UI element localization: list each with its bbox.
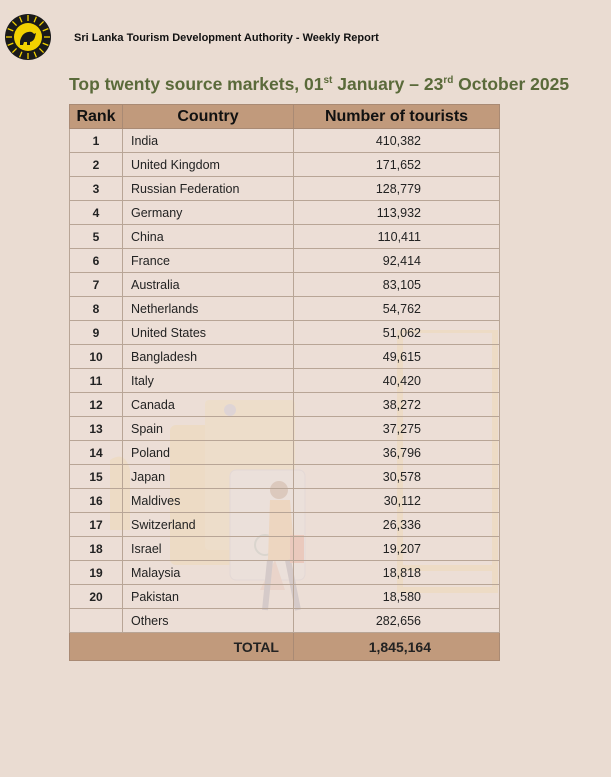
- table-row: [70, 369, 500, 393]
- rank-cell: 2: [70, 153, 123, 177]
- country-cell: Spain: [123, 417, 294, 441]
- rank-cell: [70, 609, 123, 633]
- rank-cell: 19: [70, 561, 123, 585]
- table-row: [70, 417, 500, 441]
- country-cell: United Kingdom: [123, 153, 294, 177]
- table-row: [70, 153, 500, 177]
- table-row: [70, 177, 500, 201]
- tourists-cell: 19,207: [294, 537, 500, 561]
- tourists-cell: 36,796: [294, 441, 500, 465]
- table-row: [70, 273, 500, 297]
- rank-cell: 6: [70, 249, 123, 273]
- table-row: [70, 609, 500, 633]
- table-row: [70, 321, 500, 345]
- country-cell: Pakistan: [123, 585, 294, 609]
- sri-lanka-tourism-logo: [4, 13, 52, 61]
- country-cell: India: [123, 129, 294, 153]
- col-header-tourists: Number of tourists: [294, 105, 500, 129]
- title-part: October 2025: [453, 74, 570, 94]
- organization-title: Sri Lanka Tourism Development Authority - Weekly Report: [74, 32, 379, 44]
- col-header-country: Country: [123, 105, 294, 129]
- rank-cell: 12: [70, 393, 123, 417]
- table-header-row: [70, 105, 500, 129]
- table-row: [70, 537, 500, 561]
- country-cell: United States: [123, 321, 294, 345]
- country-cell: Japan: [123, 465, 294, 489]
- total-row: [70, 633, 500, 661]
- rank-cell: 16: [70, 489, 123, 513]
- rank-cell: 15: [70, 465, 123, 489]
- tourists-cell: 54,762: [294, 297, 500, 321]
- country-cell: Bangladesh: [123, 345, 294, 369]
- rank-cell: 7: [70, 273, 123, 297]
- tourists-cell: 171,652: [294, 153, 500, 177]
- tourists-cell: 410,382: [294, 129, 500, 153]
- country-cell: Russian Federation: [123, 177, 294, 201]
- tourists-cell: 38,272: [294, 393, 500, 417]
- rank-cell: 5: [70, 225, 123, 249]
- country-cell: Others: [123, 609, 294, 633]
- table-row: [70, 297, 500, 321]
- rank-cell: 9: [70, 321, 123, 345]
- table-row: [70, 441, 500, 465]
- table-row: [70, 465, 500, 489]
- tourists-cell: 282,656: [294, 609, 500, 633]
- tourists-cell: 40,420: [294, 369, 500, 393]
- country-cell: Netherlands: [123, 297, 294, 321]
- country-cell: Australia: [123, 273, 294, 297]
- title-sup-rd: rd: [443, 75, 454, 87]
- tourists-cell: 26,336: [294, 513, 500, 537]
- table-row: [70, 225, 500, 249]
- rank-cell: 13: [70, 417, 123, 441]
- title-part: Top twenty source markets, 01: [69, 74, 324, 94]
- country-cell: Malaysia: [123, 561, 294, 585]
- rank-cell: 8: [70, 297, 123, 321]
- col-header-rank: Rank: [70, 105, 123, 129]
- country-cell: Poland: [123, 441, 294, 465]
- title-part: January – 23: [332, 74, 444, 94]
- table-row: [70, 129, 500, 153]
- tourists-cell: 92,414: [294, 249, 500, 273]
- rank-cell: 20: [70, 585, 123, 609]
- tourists-cell: 51,062: [294, 321, 500, 345]
- tourists-cell: 128,779: [294, 177, 500, 201]
- table-row: [70, 489, 500, 513]
- source-markets-table: [69, 104, 500, 661]
- country-cell: China: [123, 225, 294, 249]
- country-cell: Italy: [123, 369, 294, 393]
- tourists-cell: 30,112: [294, 489, 500, 513]
- total-label: TOTAL: [70, 633, 294, 661]
- rank-cell: 3: [70, 177, 123, 201]
- table-row: [70, 393, 500, 417]
- tourists-cell: 18,580: [294, 585, 500, 609]
- table-row: [70, 201, 500, 225]
- tourists-cell: 83,105: [294, 273, 500, 297]
- rank-cell: 1: [70, 129, 123, 153]
- country-cell: France: [123, 249, 294, 273]
- table-row: [70, 585, 500, 609]
- tourists-cell: 113,932: [294, 201, 500, 225]
- title-sup-st: st: [323, 75, 333, 87]
- rank-cell: 4: [70, 201, 123, 225]
- rank-cell: 14: [70, 441, 123, 465]
- country-cell: Canada: [123, 393, 294, 417]
- table-row: [70, 249, 500, 273]
- tourists-cell: 49,615: [294, 345, 500, 369]
- tourists-cell: 110,411: [294, 225, 500, 249]
- tourists-cell: 30,578: [294, 465, 500, 489]
- rank-cell: 18: [70, 537, 123, 561]
- tourists-cell: 37,275: [294, 417, 500, 441]
- country-cell: Maldives: [123, 489, 294, 513]
- rank-cell: 11: [70, 369, 123, 393]
- country-cell: Israel: [123, 537, 294, 561]
- country-cell: Switzerland: [123, 513, 294, 537]
- report-title: [69, 74, 569, 95]
- rank-cell: 17: [70, 513, 123, 537]
- tourists-cell: 18,818: [294, 561, 500, 585]
- table-row: [70, 513, 500, 537]
- table-row: [70, 345, 500, 369]
- rank-cell: 10: [70, 345, 123, 369]
- table-row: [70, 561, 500, 585]
- country-cell: Germany: [123, 201, 294, 225]
- total-value: 1,845,164: [294, 633, 500, 661]
